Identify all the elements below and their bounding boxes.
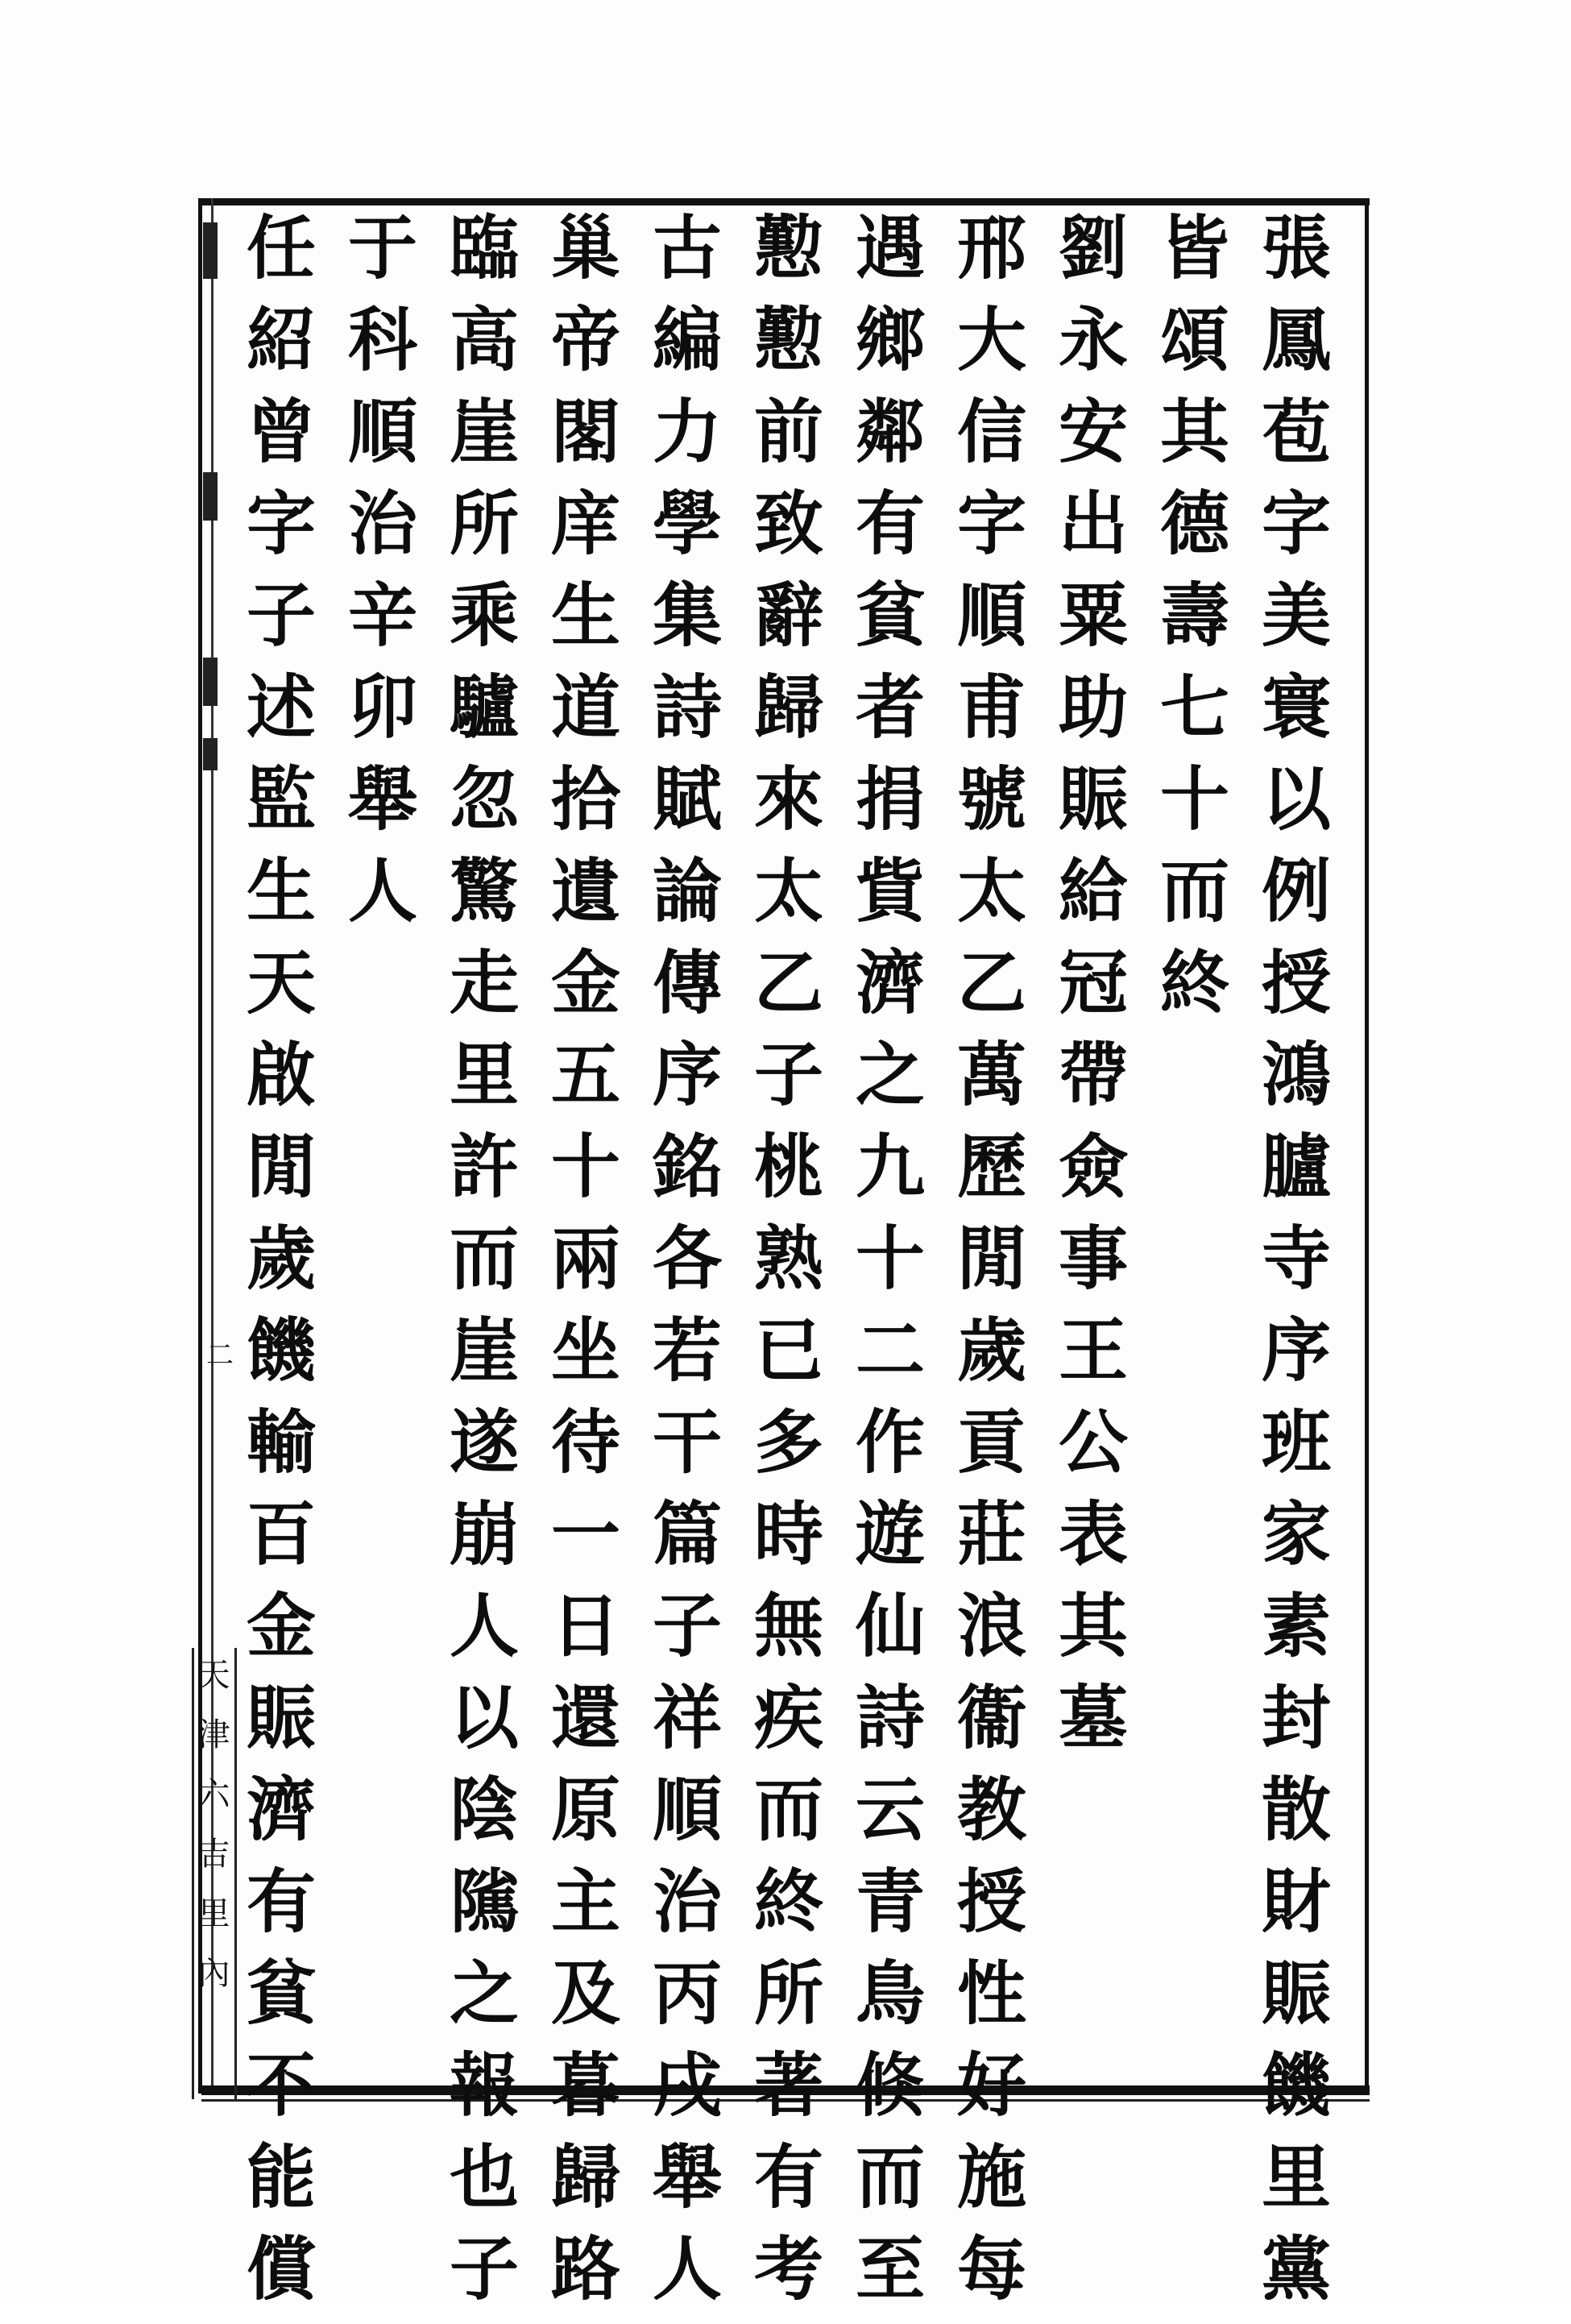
text-column: 臨高崖所乘驢忽驚走里許而崖遂崩人以陰隲之報也子 xyxy=(437,211,519,2324)
text-column: 皆頌其德壽七十而終 xyxy=(1148,211,1229,1038)
frame-right-border xyxy=(1365,198,1369,2092)
spine-mark xyxy=(203,738,218,770)
text-column: 張鳳苞字美寰以例授鴻臚寺序班家素封散財賑饑里黨 xyxy=(1250,211,1331,2324)
publisher-imprint: 天津六吉里內 xyxy=(192,1648,237,2099)
text-column: 于科順治辛卯舉人 xyxy=(336,211,417,946)
spine-fold-marker: 二 xyxy=(206,1339,234,1372)
text-column: 巢帝閣庠生道拾遺金五十兩坐待一日還原主及暮歸路 xyxy=(539,211,620,2324)
text-column: 任紹曾字子述監生天啟閒歲饑輸百金賑濟有貧不能償 xyxy=(234,211,316,2324)
spine-mark xyxy=(203,222,218,279)
text-column: 懃懃前致辭歸來太乙子桃熟已多時無疾而終所著有考 xyxy=(742,211,823,2324)
text-column: 遇鄉鄰有貧者捐貲濟之九十二作遊仙詩云青鳥倏而至 xyxy=(844,211,925,2324)
text-column: 古編力學集詩賦論傳序銘各若干篇子祥順治丙戌舉人 xyxy=(640,211,722,2324)
frame-top-border xyxy=(198,198,1370,205)
text-column: 邢大信字順甫號太乙萬歷閒歲貢莊浪衞教授性好施每 xyxy=(945,211,1026,2324)
text-column: 劉永安出粟助賑給冠帶僉事王公表其墓 xyxy=(1047,211,1128,1773)
spine-mark xyxy=(203,472,218,521)
spine-mark xyxy=(203,658,218,706)
